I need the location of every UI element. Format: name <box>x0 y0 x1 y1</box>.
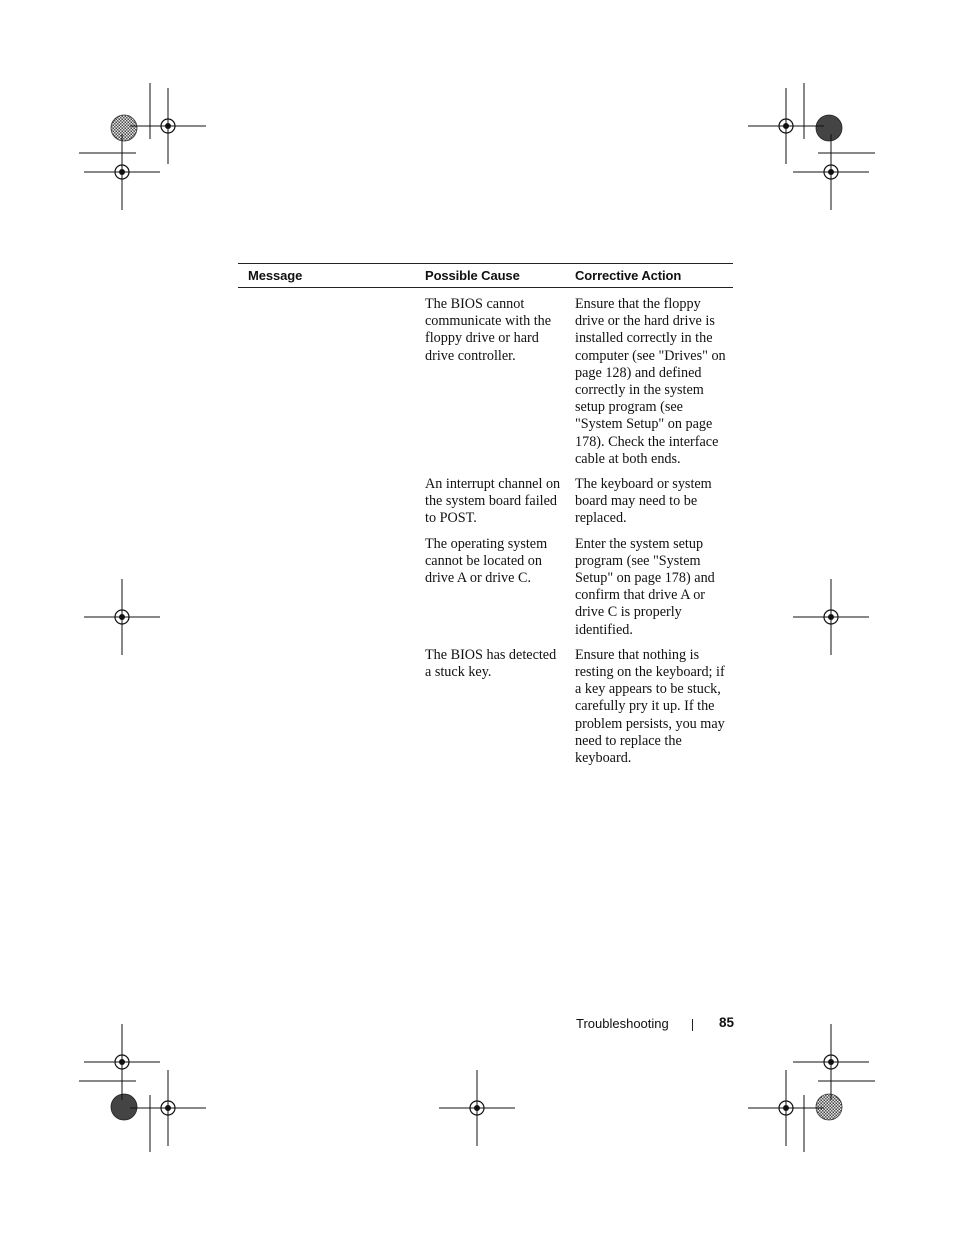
column-header-possible-cause: Possible Cause <box>425 268 520 283</box>
starburst-top-right-icon <box>816 115 842 141</box>
table-row <box>238 474 733 534</box>
cause-cell: The operating system cannot be located on drive A or drive C. <box>425 535 548 587</box>
cause-cell: An interrupt channel on the system board failed to POST. <box>425 476 561 527</box>
starburst-bottom-right-icon <box>816 1094 842 1120</box>
column-header-corrective-action: Corrective Action <box>575 268 682 283</box>
table-header-row <box>238 264 733 288</box>
starburst-bottom-left-icon <box>111 1094 137 1120</box>
starburst-top-left-icon <box>111 115 137 141</box>
action-cell: Enter the system setup program (see "System Setup" on page 178) and confirm that drive A or drive C is properly identified. <box>575 535 715 638</box>
troubleshooting-table <box>238 263 733 773</box>
cause-cell: The BIOS cannot communicate with the floppy drive or hard drive controller. <box>425 296 552 364</box>
message-cell <box>238 534 415 645</box>
action-cell: Ensure that the floppy drive or the hard drive is installed correctly in the computer (see "Drives" on page 128) and defined correctly in the system setup program (see "System Setup" on page 178). Check the interface cable at both ends. <box>575 296 726 467</box>
column-header-message: Message <box>248 268 303 283</box>
action-cell: Ensure that nothing is resting on the keyboard; if a key appears to be stuck, carefully pry it up. If the problem persists, you may need to replace the keyboard. <box>575 646 725 767</box>
cause-cell: The BIOS has detected a stuck key. <box>425 646 557 681</box>
footer-section-title: Troubleshooting <box>576 1016 669 1031</box>
table-row <box>238 288 733 475</box>
message-cell <box>238 288 415 475</box>
message-cell <box>238 474 415 534</box>
message-cell <box>238 645 415 773</box>
action-cell: The keyboard or system board may need to be replaced. <box>575 476 712 527</box>
footer-divider <box>692 1019 693 1031</box>
page-number: 85 <box>719 1015 735 1030</box>
table-row <box>238 534 733 645</box>
table-row <box>238 645 733 773</box>
